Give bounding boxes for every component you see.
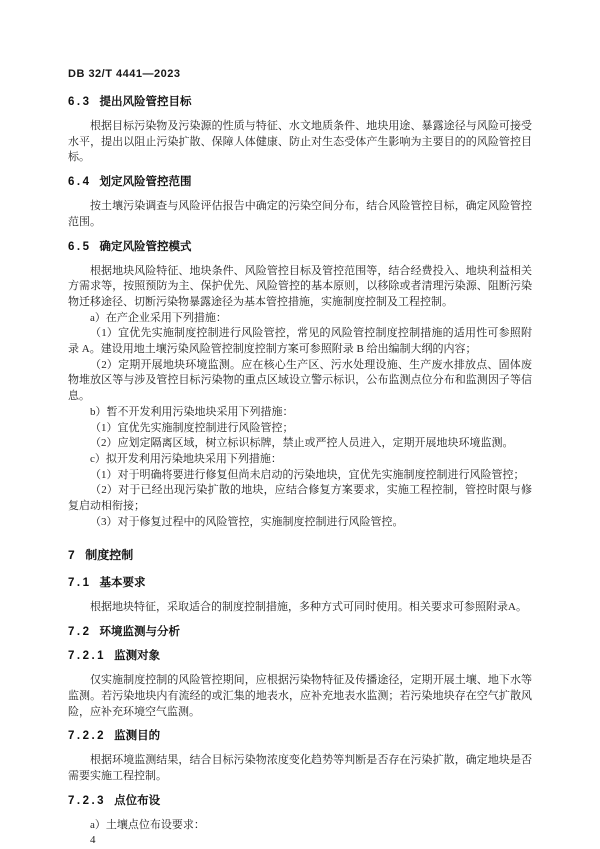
list-item: （1）宜优先实施制度控制进行风险管控； (90, 421, 294, 434)
section-heading-7.1 (68, 576, 532, 591)
heading-number: 6.3 (68, 96, 92, 108)
heading-title: 确定风险管控模式 (99, 240, 192, 253)
heading-number: 7.2 (68, 626, 92, 639)
doc-number: DB 32/T 4441—2023 (68, 68, 181, 80)
paragraph: 根据目标污染物及污染源的性质与特征、水文地质条件、地块用途、暴露途径与风险可接受水平，提出以阻止污染扩散、保障人体健康、防止对生态受体产生影响为主要目的的风险管控目标。 (68, 120, 532, 164)
paragraph: 根据地块风险特征、地块条件、风险管控目标及管控范围等，结合经费投入、地块利益相关方需求等，按照预防为主、保护优先、风险管控的基本原则，以移除或者清理污染源、阻断污染物迁移途径、切断污染物暴露途径为基本管控措施，实施制度控制及工程控制。 (68, 264, 532, 308)
section-heading-7.2.2 (68, 729, 532, 744)
list-item: c）拟开发利用污染地块采用下列措施： (90, 452, 282, 465)
list-item: （3）对于修复过程中的风险管控，实施制度控制进行风险管控。 (90, 515, 404, 528)
paragraph: 按土壤污染调查与风险评估报告中确定的污染空间分布，结合风险管控目标，确定风险管控范围。 (68, 200, 532, 228)
section-heading-7.2.3 (68, 794, 532, 809)
chapter-heading-7 (68, 547, 532, 563)
section-heading-7.2.1 (68, 649, 532, 664)
list-item: （2）定期开展地块环境监测。应在核心生产区、污水处理设施、生产废水排放点、固体废物堆放区等与涉及管控目标污染物的重点区域设立警示标识，公布监测点位分布和监测因子等信息。 (68, 358, 532, 403)
heading-title: 划定风险管控范围 (99, 176, 192, 189)
section-heading-6.3 (68, 95, 532, 110)
heading-number: 7.2.2 (68, 730, 107, 743)
heading-number: 7.2.1 (68, 650, 107, 663)
list-item: （1）对于明确将要进行修复但尚未启动的污染地块，宜优先实施制度控制进行风险管控； (90, 468, 525, 481)
heading-title: 监测对象 (114, 650, 161, 663)
document-page (68, 68, 532, 849)
paragraph: 仅实施制度控制的风险管控期间，应根据污染物特征及传播途径，定期开展土壤、地下水等监测。若污染地块内有流经的或汇集的地表水，应补充地表水监测；若污染地块存在空气扩散风险，应补充环境空气监测。 (68, 674, 532, 718)
list-item: a）土壤点位布设要求： (90, 818, 205, 831)
paragraph: 根据环境监测结果，结合目标污染物浓度变化趋势等判断是否存在污染扩散，确定地块是否需要实施工程控制。 (68, 754, 532, 782)
list-item: a）在产企业采用下列措施： (90, 311, 227, 324)
heading-title: 监测目的 (114, 730, 161, 743)
heading-title: 提出风险管控目标 (99, 96, 192, 108)
heading-title: 环境监测与分析 (99, 626, 180, 639)
list-item: （2）应划定隔离区域，树立标识标牌，禁止或严控人员进入，定期开展地块环境监测。 (90, 437, 514, 450)
section-heading-7.2 (68, 625, 532, 640)
heading-number: 6.4 (68, 176, 92, 189)
paragraph: 根据地块特征，采取适合的制度控制措施，多种方式可同时使用。相关要求可参照附录A。 (90, 601, 527, 614)
document-body (68, 95, 532, 833)
heading-number: 7.2.3 (68, 794, 107, 807)
heading-number: 6.5 (68, 240, 92, 253)
heading-title: 基本要求 (99, 577, 146, 590)
list-item: b）暂不开发利用污染地块采用下列措施： (90, 405, 294, 418)
page-number: 4 (90, 834, 96, 847)
heading-title: 点位布设 (114, 794, 161, 807)
list-item: （2）对于已经出现污染扩散的地块，应结合修复方案要求，实施工程控制，管控时限与修复启动相衔接； (68, 484, 532, 513)
heading-title: 制度控制 (85, 548, 134, 563)
list-item: （1）宜优先实施制度控制进行风险管控，常见的风险管控制度控制措施的适用性可参照附录 A。建设用地土壤污染风险管控制度控制方案可参照附录 B 给出编制大纲的内容； (68, 327, 532, 356)
section-heading-6.4 (68, 175, 532, 190)
heading-number: 7.1 (68, 577, 92, 590)
heading-number: 7 (68, 548, 78, 563)
section-heading-6.5 (68, 240, 532, 255)
